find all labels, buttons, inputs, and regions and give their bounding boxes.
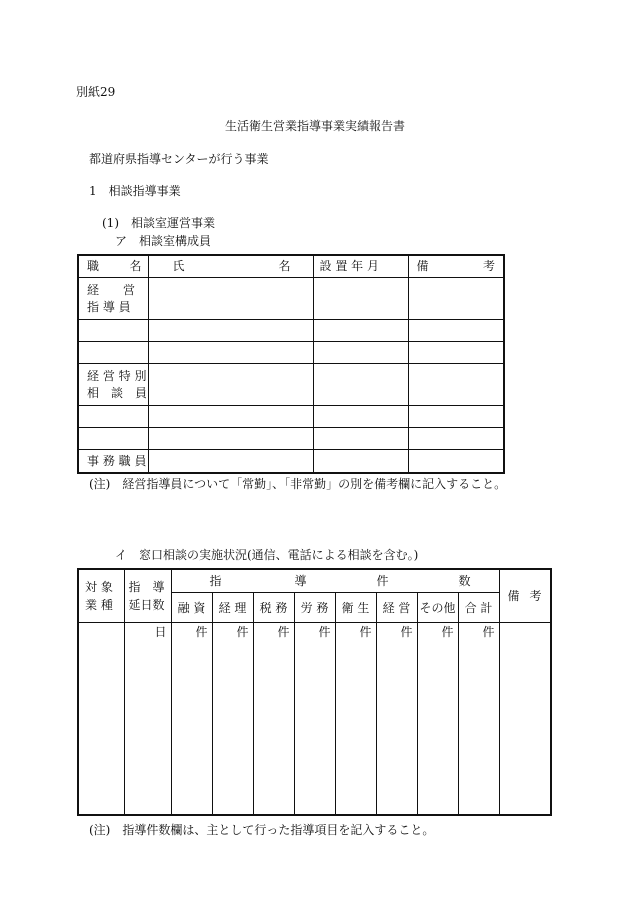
cell-empty[interactable]	[148, 364, 313, 406]
page-title: 生活衛生営業指導事業実績報告書	[225, 119, 406, 133]
table-row	[78, 428, 504, 450]
header-job-a: 職	[87, 259, 100, 273]
table-row	[78, 342, 504, 364]
cell-target[interactable]	[78, 623, 124, 815]
header-count-char-4: 数	[458, 574, 471, 588]
header-remarks-b-1: 備	[507, 589, 520, 603]
header-name-a: 氏	[172, 259, 185, 273]
header-counts	[171, 569, 499, 593]
header-remarks-a: 備	[416, 259, 429, 273]
category-label: 合 計	[464, 600, 493, 615]
cell-empty[interactable]	[78, 342, 148, 364]
category-label: 労 務	[300, 600, 329, 615]
row-label-special	[78, 364, 148, 406]
header-established	[313, 255, 408, 278]
category-header	[212, 593, 253, 623]
cell-count[interactable]	[294, 623, 335, 815]
unit-count: 件	[400, 625, 413, 639]
form-id: 別紙29	[76, 85, 116, 99]
cell-count[interactable]	[376, 623, 417, 815]
cell-empty[interactable]	[313, 364, 408, 406]
cell-empty[interactable]	[313, 406, 408, 428]
data-row	[78, 623, 551, 815]
header-remarks	[408, 255, 504, 278]
cell-empty[interactable]	[408, 428, 504, 450]
category-label: 経 理	[218, 600, 247, 615]
category-label: その他	[419, 600, 456, 615]
members-table	[77, 254, 505, 474]
cell-remarks[interactable]	[499, 623, 551, 815]
cell-empty[interactable]	[148, 320, 313, 342]
table-header-row	[78, 255, 504, 278]
header-count-char-3: 件	[376, 574, 389, 588]
category-label: 融 資	[177, 600, 206, 615]
unit-count: 件	[236, 625, 249, 639]
header-count-char-2: 導	[294, 574, 307, 588]
header-remarks-b	[499, 569, 551, 623]
cell-count[interactable]	[212, 623, 253, 815]
cell-empty[interactable]	[148, 278, 313, 320]
unit-day: 日	[154, 625, 167, 639]
cell-count[interactable]	[335, 623, 376, 815]
category-label: 経 営	[382, 600, 411, 615]
label-special-2: 相 談 員	[87, 386, 148, 400]
subsection-i-heading: イ 窓口相談の実施状況(通信、電話による相談を含む。)	[115, 548, 419, 562]
table-row	[78, 406, 504, 428]
cell-empty[interactable]	[313, 450, 408, 474]
cell-empty[interactable]	[78, 320, 148, 342]
table-row	[78, 320, 504, 342]
cell-empty[interactable]	[408, 450, 504, 474]
unit-count: 件	[318, 625, 331, 639]
header-remarks-b: 考	[482, 259, 495, 273]
section-heading: 1 相談指導事業	[89, 184, 181, 198]
category-header	[253, 593, 294, 623]
header-established-text: 設 置 年 月	[319, 259, 379, 273]
cell-empty[interactable]	[408, 364, 504, 406]
header-days-1: 指 導	[128, 580, 165, 594]
table-row	[78, 278, 504, 320]
cell-empty[interactable]	[408, 320, 504, 342]
cell-count[interactable]	[171, 623, 212, 815]
category-header	[294, 593, 335, 623]
table-row	[78, 364, 504, 406]
category-label: 税 務	[259, 600, 288, 615]
header-target-2: 業 種	[85, 598, 113, 612]
subsection-heading: (1) 相談室運営事業	[102, 216, 215, 230]
label-mgmt-1: 経 営	[87, 283, 136, 297]
cell-empty[interactable]	[313, 278, 408, 320]
header-days-2: 延日数	[128, 598, 165, 612]
category-header	[335, 593, 376, 623]
row-label-office	[78, 450, 148, 474]
label-special-1: 経 営 特 別	[87, 369, 147, 383]
cell-empty[interactable]	[148, 406, 313, 428]
category-header	[376, 593, 417, 623]
header-count-char-1: 指	[209, 574, 222, 588]
header-row-1	[78, 569, 551, 593]
consultation-table	[77, 568, 552, 816]
unit-count: 件	[441, 625, 454, 639]
header-name-b: 名	[278, 259, 291, 273]
table-row	[78, 450, 504, 474]
subsection-a-heading: ア 相談室構成員	[115, 234, 212, 248]
header-remarks-b-2: 考	[529, 589, 542, 603]
unit-count: 件	[482, 625, 495, 639]
label-office: 事 務 職 員	[87, 454, 147, 468]
row-label-mgmt	[78, 278, 148, 320]
header-job	[78, 255, 148, 278]
header-target-1: 対 象	[85, 580, 113, 594]
label-mgmt-2: 指 導 員	[87, 300, 131, 314]
unit-count: 件	[359, 625, 372, 639]
category-label: 衛 生	[341, 600, 370, 615]
org-heading: 都道府県指導センターが行う事業	[89, 152, 269, 166]
cell-count[interactable]	[417, 623, 458, 815]
cell-empty[interactable]	[313, 342, 408, 364]
category-header	[417, 593, 458, 623]
unit-count: 件	[277, 625, 290, 639]
cell-empty[interactable]	[408, 342, 504, 364]
header-days	[124, 569, 171, 623]
header-name	[148, 255, 313, 278]
cell-empty[interactable]	[408, 406, 504, 428]
category-header	[458, 593, 499, 623]
note-a: (注) 経営指導員について「常勤」、「非常勤」の別を備考欄に記入すること。	[89, 477, 507, 491]
cell-count[interactable]	[458, 623, 499, 815]
note-b: (注) 指導件数欄は、主として行った指導項目を記入すること。	[89, 823, 435, 837]
header-job-b: 名	[129, 259, 142, 273]
cell-count[interactable]	[253, 623, 294, 815]
cell-empty[interactable]	[78, 428, 148, 450]
unit-count: 件	[195, 625, 208, 639]
cell-empty[interactable]	[313, 428, 408, 450]
cell-empty[interactable]	[408, 278, 504, 320]
cell-empty[interactable]	[78, 406, 148, 428]
header-target	[78, 569, 124, 623]
category-header	[171, 593, 212, 623]
cell-empty[interactable]	[148, 428, 313, 450]
cell-empty[interactable]	[313, 320, 408, 342]
cell-days[interactable]	[124, 623, 171, 815]
cell-empty[interactable]	[148, 342, 313, 364]
cell-empty[interactable]	[148, 450, 313, 474]
